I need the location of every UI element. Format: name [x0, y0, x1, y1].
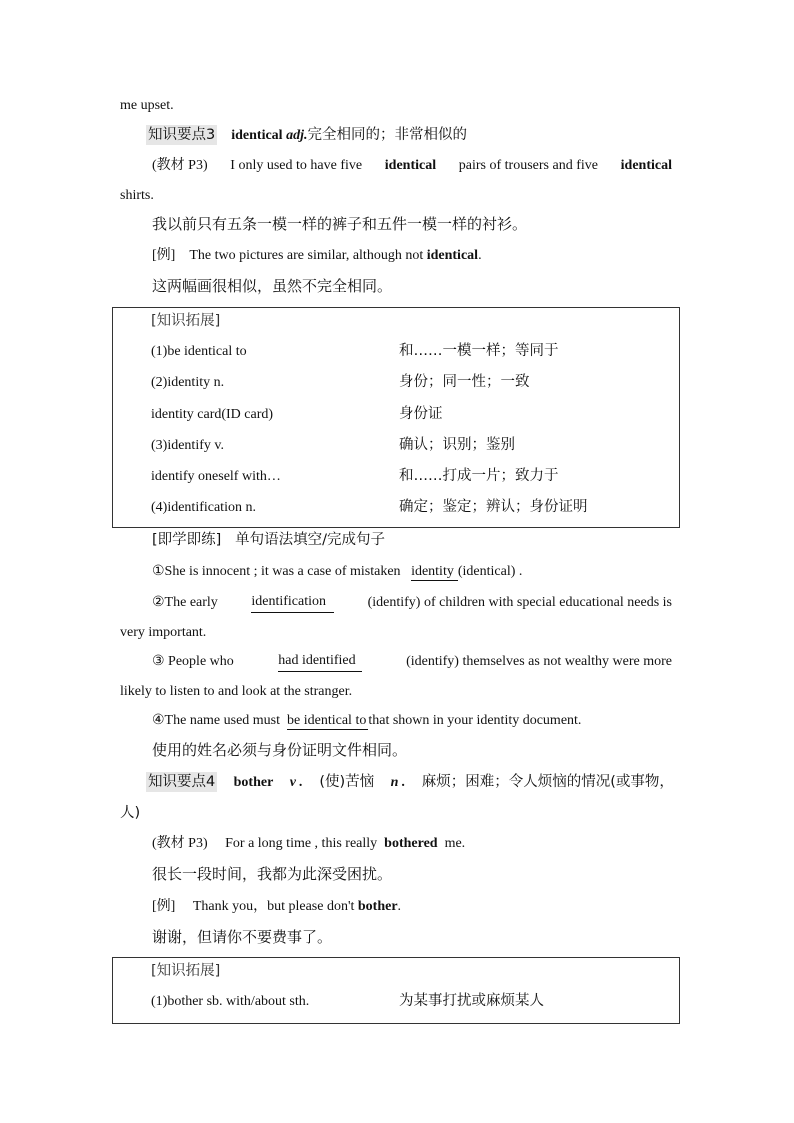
pos-n: n . [390, 775, 406, 790]
expansion-zh: 为某事打扰或麻烦某人 [399, 993, 544, 1009]
key-point-4-heading [146, 772, 674, 793]
answer-blank: identity [411, 563, 458, 581]
meaning-wrap: 人) [120, 805, 141, 821]
key-point-3-label: 知识要点3 [148, 127, 216, 143]
expansion-en: (2)identity n. [151, 375, 225, 390]
expansion-en: (1)be identical to [151, 344, 247, 359]
example-bold: identical [426, 248, 479, 263]
example-text: pairs of trousers and five [458, 158, 598, 173]
practice-q2: ②The early identification (identify) of children with special educational needs is [152, 593, 672, 613]
expansion-en: (3)identify v. [151, 438, 224, 453]
key-point-3-heading [146, 125, 467, 146]
expansion-zh: 和……一模一样；等同于 [399, 343, 559, 359]
pos-v: v . [289, 775, 303, 790]
example-bold: identical [620, 158, 672, 173]
expansion-zh: 确认；识别；鉴别 [399, 437, 515, 453]
example-translation-1: 我以前只有五条一模一样的裤子和五件一模一样的衬衫。 [152, 215, 528, 233]
meaning-bother-v: (使)苦恼 [319, 774, 375, 790]
example-text: I only used to have five [230, 158, 363, 173]
example-tag: (教材 P3) [152, 836, 208, 851]
box-title: [知识拓展] [151, 963, 221, 979]
answer-blank: had identified [278, 652, 361, 672]
expansion-en: (4)identification n. [151, 500, 256, 515]
textbook-example-1 [152, 156, 672, 176]
expansion-zh: 身份；同一性；一致 [399, 374, 530, 390]
example-tag: [例] [152, 248, 176, 263]
kp4-textbook-example: (教材 P3) For a long time , this really bothered me. [152, 836, 466, 851]
expansion-en: identity card(ID card) [151, 407, 274, 422]
kp4-translation-1: 很长一段时间，我都为此深受困扰。 [152, 865, 393, 883]
answer-blank: be identical to [287, 713, 367, 728]
expansion-zh: 身份证 [399, 406, 443, 422]
practice-q3-wrap: likely to listen to and look at the stranger. [120, 684, 353, 699]
example-wrap: shirts. [120, 188, 154, 203]
kp4-example-2: [例] Thank you，but please don't bother. [152, 899, 402, 914]
kp4-translation-2: 谢谢，但请你不要费事了。 [152, 928, 333, 946]
example-tag: [例] [152, 899, 176, 914]
practice-q2-wrap: very important. [120, 625, 207, 640]
expansion-zh: 确定；鉴定；辨认；身份证明 [399, 499, 588, 515]
key-point-4-label: 知识要点4 [148, 774, 216, 790]
headword-bother: bother [233, 775, 274, 790]
meaning-identical: 完全相同的；非常相似的 [307, 127, 467, 143]
answer-blank: identification [251, 593, 334, 613]
practice-q4-translation: 使用的姓名必须与身份证明文件相同。 [152, 741, 408, 759]
example-translation-2: 这两幅画很相似，虽然不完全相同。 [152, 277, 393, 295]
pos-adj: adj. [286, 128, 308, 143]
example-tag: (教材 P3) [152, 158, 208, 173]
box-title: [知识拓展] [151, 313, 221, 329]
practice-heading: [即学即练] 单句语法填空/完成句子 [152, 532, 386, 548]
headword-identical: identical [231, 128, 283, 143]
knowledge-expansion-box-2 [112, 957, 680, 1024]
knowledge-expansion-box-1 [112, 307, 680, 528]
practice-q1: ①She is innocent ; it was a case of mistaken identity (identical) . [152, 564, 523, 579]
expansion-en: (1)bother sb. with/about sth. [151, 994, 310, 1009]
practice-q3: ③ People who had identified (identify) themselves as not wealthy were more [152, 652, 672, 672]
example-text: The two pictures are similar, although not [189, 248, 424, 263]
expansion-zh: 和……打成一片；致力于 [399, 468, 559, 484]
example-bold: identical [384, 158, 437, 173]
example-2: [例] The two pictures are similar, although not identical. [152, 248, 482, 263]
meaning-bother-n: 麻烦；困难；令人烦恼的情况(或事物， [421, 774, 674, 790]
continued-text: me upset. [120, 98, 174, 113]
practice-q4: ④The name used must be identical to that shown in your identity document. [152, 713, 582, 728]
expansion-en: identify oneself with… [151, 469, 281, 484]
